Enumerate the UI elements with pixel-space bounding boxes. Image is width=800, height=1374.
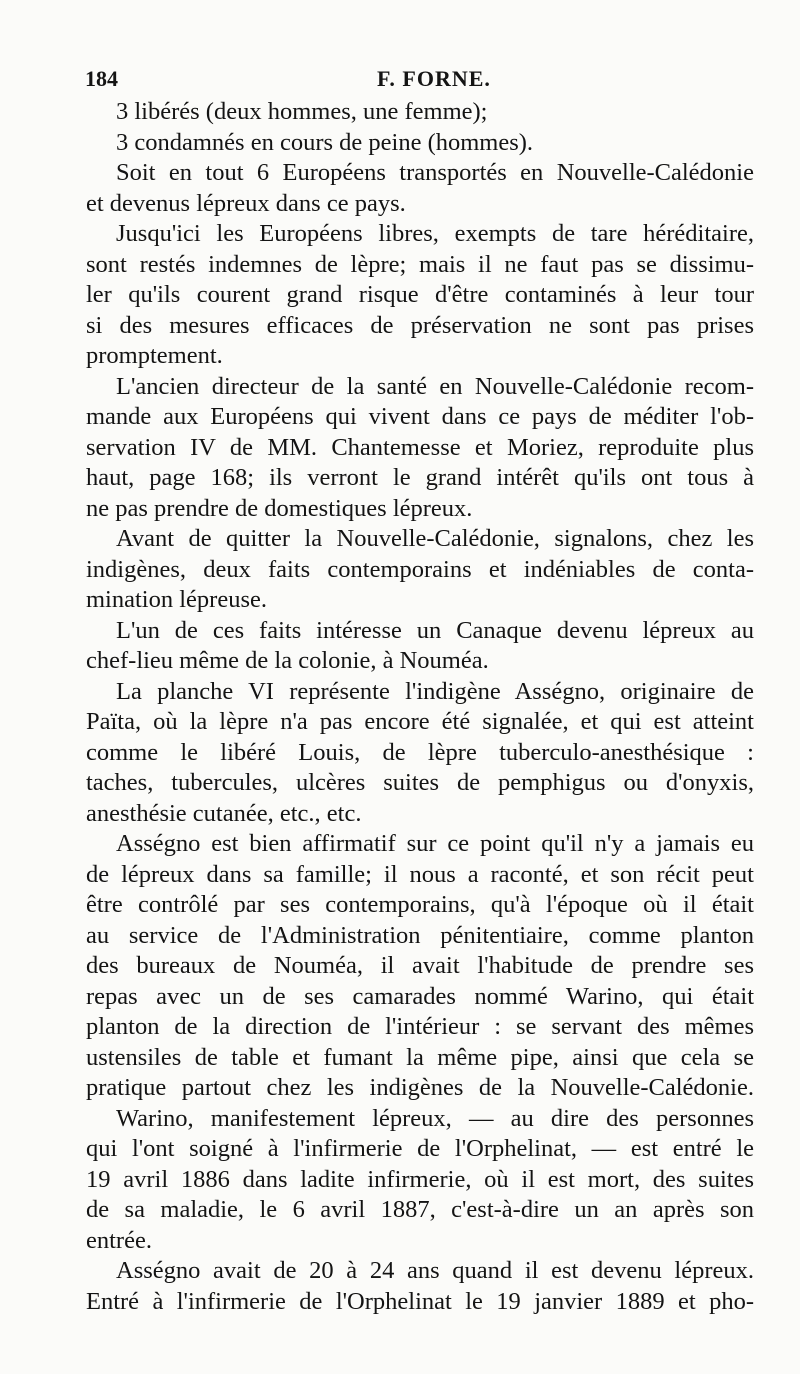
text-line: anesthésie cutanée, etc., etc.: [86, 799, 362, 827]
text-line: Païta, où la lèpre n'a pas encore été signalée, et qui est atteint: [86, 708, 754, 735]
text-line: des bureaux de Nouméa, il avait l'habitude de prendre ses: [86, 952, 754, 979]
text-line: servation IV de MM. Chantemesse et Moriez, reproduite plus: [86, 433, 754, 461]
text-line: Entré à l'infirmerie de l'Orphelinat le 19 janvier 1889 et pho-: [86, 1287, 754, 1315]
running-head: F. FORNE.: [377, 66, 491, 91]
text-line: mande aux Européens qui vivent dans ce pays de méditer l'ob-: [86, 403, 754, 430]
page-number: 184: [85, 66, 118, 91]
text-line: L'un de ces faits intéresse un Canaque devenu lépreux au: [116, 616, 754, 644]
text-line: de sa maladie, le 6 avril 1887, c'est-à-dire un an après son: [86, 1196, 754, 1223]
text-line: L'ancien directeur de la santé en Nouvelle-Calédonie recom-: [116, 372, 754, 400]
text-line: promptement.: [86, 342, 223, 369]
text-line: pratique partout chez les indigènes de la Nouvelle-Calédonie.: [86, 1074, 754, 1101]
text-line: Asségno est bien affirmatif sur ce point qu'il n'y a jamais eu: [116, 830, 754, 857]
body-text: [86, 97, 754, 1317]
text-line: haut, page 168; ils verront le grand intérêt qu'ils ont tous à: [86, 464, 754, 491]
text-line: qui l'ont soigné à l'infirmerie de l'Orphelinat, — est entré le: [86, 1135, 754, 1162]
text-line: indigènes, deux faits contemporains et indéniables de conta-: [86, 555, 754, 583]
text-line: et devenus lépreux dans ce pays.: [86, 189, 406, 217]
text-line: La planche VI représente l'indigène Asségno, originaire de: [116, 677, 754, 705]
text-line: taches, tubercules, ulcères suites de pemphigus ou d'onyxis,: [86, 769, 754, 796]
text-line: au service de l'Administration pénitentiaire, comme planton: [86, 921, 754, 949]
text-line: sont restés indemnes de lèpre; mais il ne faut pas se dissimu-: [86, 250, 754, 278]
text-line: Warino, manifestement lépreux, — au dire des personnes: [116, 1104, 754, 1132]
text-line: ustensiles de table et fumant la même pipe, ainsi que cela se: [86, 1043, 754, 1071]
text-line: mination lépreuse.: [86, 586, 267, 613]
text-line: repas avec un de ses camarades nommé Warino, qui était: [86, 982, 754, 1010]
text-line: comme le libéré Louis, de lèpre tuberculo-anesthésique :: [86, 738, 754, 766]
text-line: ne pas prendre de domestiques lépreux.: [86, 494, 473, 522]
text-line: 3 condamnés en cours de peine (hommes).: [116, 128, 534, 156]
text-line: être contrôlé par ses contemporains, qu'à l'époque où il était: [86, 891, 754, 918]
text-line: si des mesures efficaces de préservation ne sont pas prises: [86, 311, 754, 339]
text-line: Soit en tout 6 Européens transportés en Nouvelle-Calédonie: [116, 159, 754, 186]
text-line: Avant de quitter la Nouvelle-Calédonie, signalons, chez les: [116, 525, 754, 552]
text-line: chef-lieu même de la colonie, à Nouméa.: [86, 647, 489, 674]
text-line: planton de la direction de l'intérieur : se servant des mêmes: [86, 1013, 754, 1040]
text-line: ler qu'ils courent grand risque d'être contaminés à leur tour: [86, 281, 754, 308]
text-line: 3 libérés (deux hommes, une femme);: [116, 98, 488, 125]
text-line: de lépreux dans sa famille; il nous a raconté, et son récit peut: [86, 860, 754, 888]
text-line: 19 avril 1886 dans ladite infirmerie, où il est mort, des suites: [86, 1165, 754, 1193]
text-line: Jusqu'ici les Européens libres, exempts de tare héréditaire,: [116, 220, 754, 247]
text-line: Asségno avait de 20 à 24 ans quand il est devenu lépreux.: [116, 1257, 754, 1284]
page-header: [85, 66, 755, 96]
text-line: entrée.: [86, 1226, 152, 1254]
